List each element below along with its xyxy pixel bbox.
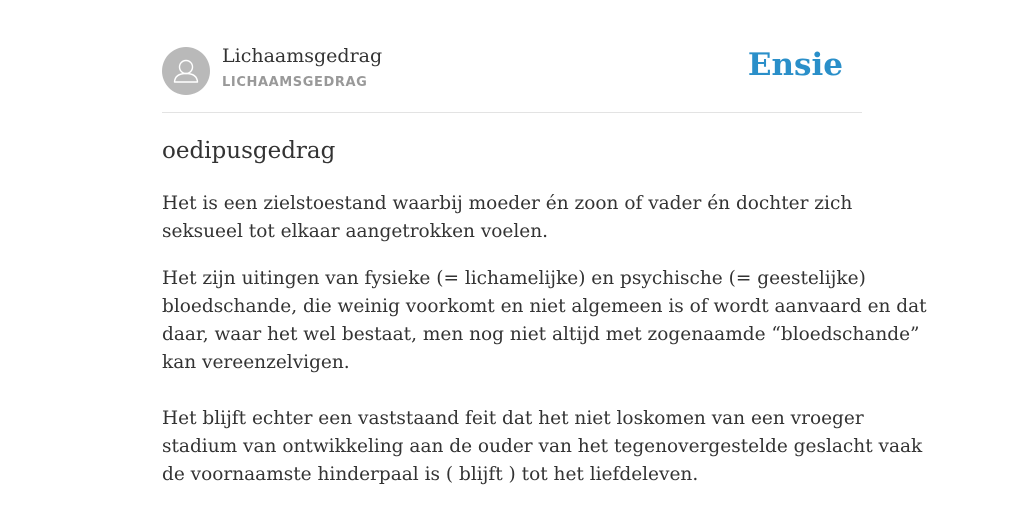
paragraph-line: de voornaamste hinderpaal is ( blijft ) tot het liefdeleven. [162, 464, 699, 485]
paragraph-line: kan vereenzelvigen. [162, 352, 350, 373]
article-paragraph [162, 405, 923, 489]
article-paragraph [162, 265, 927, 377]
article-title: oedipusgedrag [162, 138, 336, 164]
paragraph-line: bloedschande, die weinig voorkomt en niet algemeen is of wordt aanvaard en dat [162, 296, 927, 317]
article-header [162, 0, 862, 113]
paragraph-line: Het is een zielstoestand waarbij moeder én zoon of vader én dochter zich [162, 193, 853, 214]
paragraph-line: daar, waar het wel bestaat, men nog niet altijd met zogenaamde “bloedschande” [162, 324, 920, 345]
paragraph-line: Het blijft echter een vaststaand feit dat het niet loskomen van een vroeger [162, 408, 864, 429]
author-name[interactable]: Lichaamsgedrag [222, 45, 383, 67]
article-card [162, 0, 927, 485]
article-paragraph [162, 190, 862, 246]
paragraph-line: Het zijn uitingen van fysieke (= lichamelijke) en psychische (= geestelijke) [162, 268, 866, 289]
paragraph-line: seksueel tot elkaar aangetrokken voelen. [162, 221, 549, 242]
brand-logo[interactable]: Ensie [747, 47, 843, 83]
author-category[interactable]: LICHAAMSGEDRAG [222, 75, 368, 90]
paragraph-line: stadium van ontwikkeling aan de ouder van het tegenovergestelde geslacht vaak [162, 436, 923, 457]
user-silhouette-icon [162, 47, 210, 95]
user-avatar-icon[interactable] [162, 47, 210, 95]
